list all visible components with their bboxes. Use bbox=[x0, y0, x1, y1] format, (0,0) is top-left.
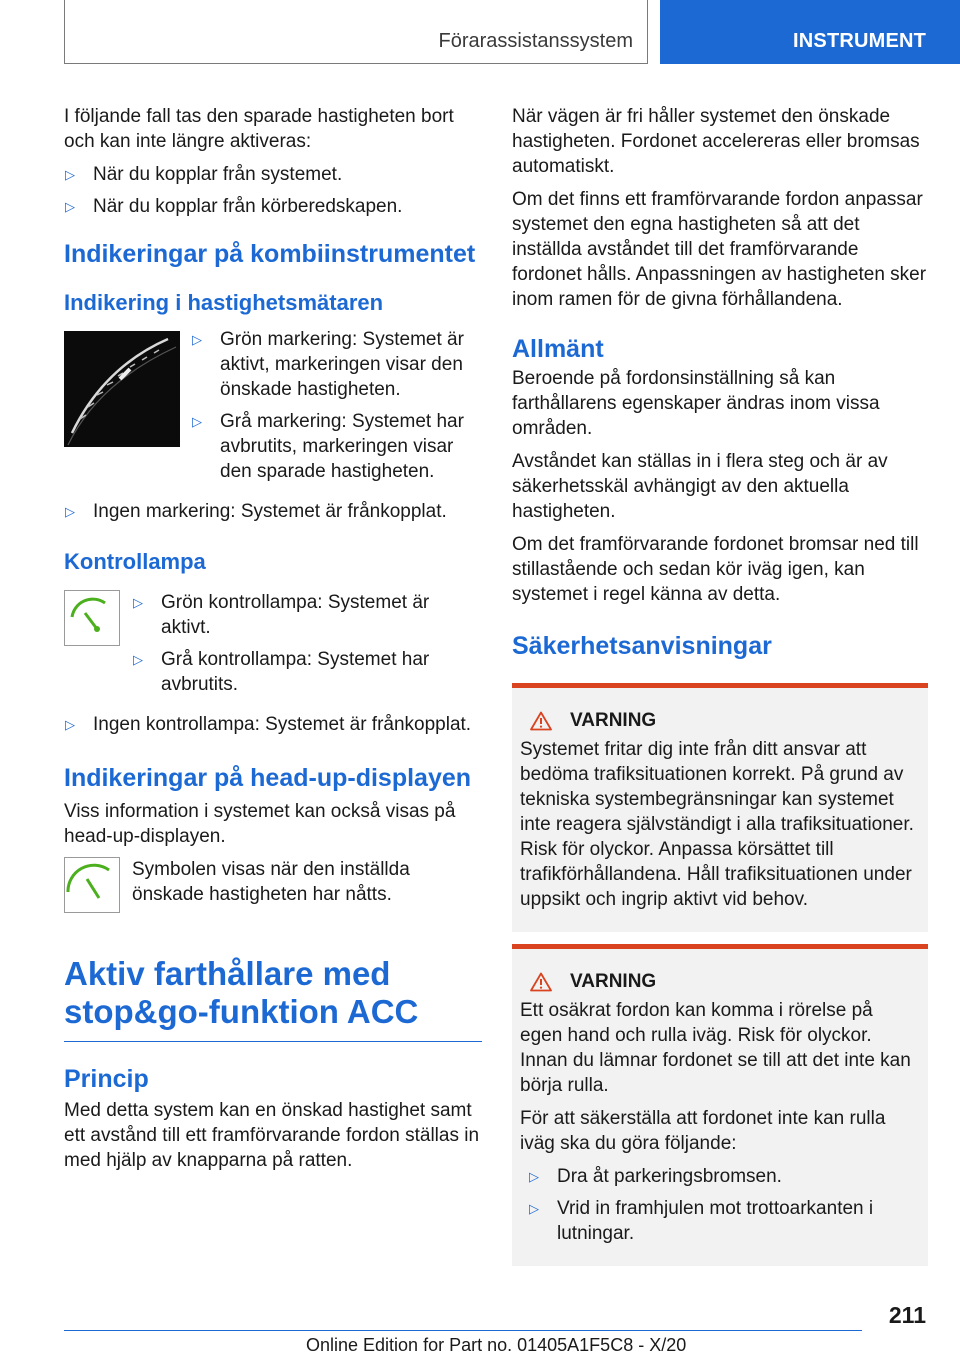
heading-hastighetsmataren: Indikering i hastighetsmätaren bbox=[64, 290, 384, 315]
speedometer-block bbox=[64, 327, 482, 499]
head-up-symbol-block bbox=[64, 857, 482, 915]
speedometer-icon bbox=[64, 331, 180, 447]
list-item: ▷ Ingen kontrollampa: Systemet är frånkopplat. bbox=[65, 714, 472, 735]
list-item: ▷ Grå kontrollampa: Systemet har avbrutits. bbox=[133, 649, 430, 695]
list-item: ▷ Ingen markering: Systemet är frånkopplat. bbox=[65, 501, 447, 522]
warning-text: Systemet fritar dig inte från ditt ansvar att bedöma trafiksituationen korrekt. På grund av tekniska systembegränsningar kan systemet inte reagera självständigt i alla trafiksituationer. Risk för olyckor. Anpassa körsättet till trafikförhållandena. Håll trafiksituationen under uppsikt och ingrip aktivt vid behov. bbox=[520, 739, 914, 910]
indicator-lamp-list bbox=[132, 590, 482, 704]
footer-divider bbox=[64, 1330, 862, 1331]
speedometer-after-list bbox=[64, 499, 482, 524]
list-item: ▷ Dra åt parkeringsbromsen. bbox=[529, 1166, 782, 1187]
allmant-paragraph-1: Beroende på fordonsinställning så kan farthållarens egenskaper ändras inom vissa områden. bbox=[512, 368, 880, 439]
heading-acc: Aktiv farthållare med stop&go-funktion ACC bbox=[64, 955, 482, 1042]
list-item: ▷ När du kopplar från systemet. bbox=[65, 164, 343, 185]
list-item: ▷ Grön kontrollampa: Systemet är aktivt. bbox=[133, 592, 430, 638]
head-up-symbol-text: Symbolen visas när den inställda önskade hastigheten har nåtts. bbox=[132, 859, 410, 905]
bullet-triangle-icon: ▷ bbox=[133, 595, 143, 610]
speedometer-image bbox=[64, 331, 180, 447]
bullet-triangle-icon: ▷ bbox=[192, 414, 202, 429]
allmant-paragraph-2: Avståndet kan ställas in i flera steg och är av säkerhetsskäl avhängigt av den aktuella hastigheten. bbox=[512, 451, 888, 522]
bullet-triangle-icon: ▷ bbox=[65, 504, 75, 519]
bullet-triangle-icon: ▷ bbox=[529, 1169, 539, 1184]
header-section-box bbox=[64, 0, 648, 64]
bullet-triangle-icon: ▷ bbox=[65, 167, 75, 182]
header-section-title: Förarassistanssystem bbox=[438, 30, 633, 52]
heading-head-up: Indikeringar på head-up-displayen bbox=[64, 764, 472, 792]
indicator-lamp-block bbox=[64, 590, 482, 712]
warning-text: Ett osäkrat fordon kan komma i rörelse på egen hand och rulla iväg. Risk för olyckor. Innan du lämnar fordonet se till att det inte kan börja rulla. bbox=[520, 1000, 911, 1096]
list-item: ▷ Grå markering: Systemet har avbrutits, markeringen visar den sparade hastigheten. bbox=[192, 411, 464, 482]
head-up-symbol-image bbox=[64, 857, 120, 913]
intro-text: I följande fall tas den sparade hastigheten bort och kan inte längre aktiveras: bbox=[64, 106, 454, 152]
right-paragraph-2: Om det finns ett framförvarande fordon anpassar systemet den egna hastigheten så att det inställda avståndet till det framförvarande fordonet hålls. Anpassningen av hastigheten sker inom ramen för de givna förhållandena. bbox=[512, 189, 927, 310]
right-column bbox=[512, 104, 928, 1266]
list-item: ▷ Vrid in framhjulen mot trottoarkanten i lutningar. bbox=[529, 1198, 874, 1244]
bullet-triangle-icon: ▷ bbox=[65, 199, 75, 214]
left-column bbox=[64, 104, 482, 1181]
indicator-after-list bbox=[64, 712, 482, 737]
bullet-triangle-icon: ▷ bbox=[133, 652, 143, 667]
heading-kontrollampa: Kontrollampa bbox=[64, 549, 206, 574]
warning-title: VARNING bbox=[520, 708, 920, 733]
list-item: ▷ När du kopplar från körberedskapen. bbox=[65, 196, 403, 217]
head-up-symbol-icon bbox=[65, 858, 119, 912]
indicator-lamp-icon bbox=[65, 591, 119, 645]
allmant-paragraph-3: Om det framförvarande fordonet bromsar ned till stillastående och sedan kör iväg igen, kan systemet i regel känna av detta. bbox=[512, 534, 919, 605]
bullet-triangle-icon: ▷ bbox=[65, 717, 75, 732]
warning-text: För att säkerställa att fordonet inte kan rulla iväg ska du göra följande: bbox=[520, 1108, 886, 1154]
bullet-triangle-icon: ▷ bbox=[529, 1201, 539, 1216]
bullet-triangle-icon: ▷ bbox=[192, 332, 202, 347]
intro-list bbox=[64, 162, 482, 219]
warning-box-2 bbox=[512, 944, 928, 1266]
page-number: 211 bbox=[888, 1302, 926, 1328]
princip-text: Med detta system kan en önskad hastighet samt ett avstånd till ett framförvarande fordon ställas in med hjälp av knapparna på ratten. bbox=[64, 1100, 480, 1171]
warning-triangle-icon bbox=[530, 711, 552, 731]
heading-indikeringar: Indikeringar på kombiinstrumentet bbox=[64, 240, 476, 268]
heading-allmant: Allmänt bbox=[512, 335, 604, 363]
right-paragraph-1: När vägen är fri håller systemet den önskade hastigheten. Fordonet accelereras eller bromsas automatiskt. bbox=[512, 106, 920, 177]
footer-edition: Online Edition for Part no. 01405A1F5C8 - X/20 bbox=[306, 1335, 687, 1355]
warning-triangle-icon bbox=[530, 972, 552, 992]
list-item: ▷ Grön markering: Systemet är aktivt, markeringen visar den önskade hastigheten. bbox=[192, 329, 464, 400]
header-chapter-tab: INSTRUMENT bbox=[660, 0, 960, 64]
speedometer-list bbox=[191, 327, 482, 491]
warning-title: VARNING bbox=[520, 969, 920, 994]
head-up-text: Viss information i systemet kan också visas på head-up-displayen. bbox=[64, 801, 456, 847]
indicator-lamp-image bbox=[64, 590, 120, 646]
heading-sakerhetsanvisningar: Säkerhetsanvisningar bbox=[512, 632, 772, 660]
warning-box-1 bbox=[512, 683, 928, 932]
warning-list bbox=[528, 1164, 920, 1246]
heading-princip: Princip bbox=[64, 1065, 149, 1093]
